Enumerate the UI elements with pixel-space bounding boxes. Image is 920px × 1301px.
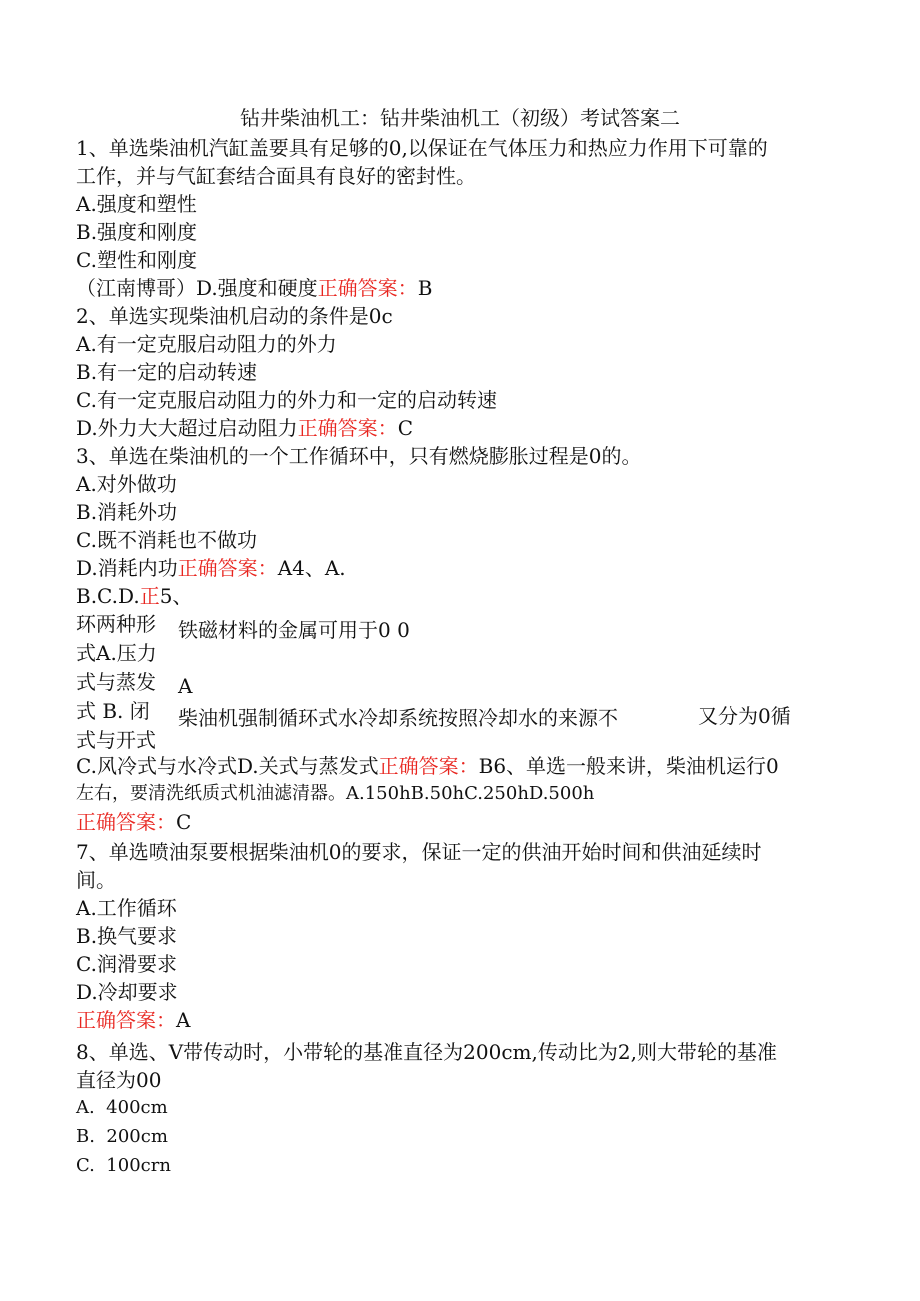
q4-answer-option: A: [178, 674, 193, 698]
q1-answer-label: 正确答案：: [317, 276, 418, 300]
q2-stem: 2、单选实现柴油机启动的条件是0c: [76, 304, 393, 328]
q8-option-c: C. 100crn: [76, 1155, 171, 1176]
q4-stem: 铁磁材料的金属可用于0 0: [178, 618, 410, 642]
q7-answer-label: 正确答案：: [76, 1008, 176, 1032]
q3-option-b: B.消耗外功: [76, 500, 178, 524]
q2-option-a: A.有一定克服启动阻力的外力: [76, 332, 337, 356]
q2-answer: C: [397, 416, 413, 440]
q5-answer-and-q6-stem: B6、单选一般来讲，柴油机运行0: [478, 754, 779, 778]
q7-stem-line2: 间。: [76, 868, 116, 892]
q8-option-a: A. 400cm: [76, 1097, 168, 1118]
q7-answer: A: [176, 1008, 191, 1032]
q3-answer: A4、A.: [277, 556, 346, 580]
q1-option-b: B.强度和刚度: [76, 220, 198, 244]
q7-answer-line: [76, 1006, 190, 1034]
q6-answer-label: 正确答案：: [76, 810, 176, 834]
q7-option-d: D.冷却要求: [76, 980, 178, 1004]
q4-options-bcd: B.C.D.: [76, 584, 140, 608]
q6-answer-line: [76, 808, 191, 836]
q1-stem-line1: 1、单选柴油机汽缸盖要具有足够的0,以保证在气体压力和热应力作用下可靠的: [76, 136, 768, 160]
q6-stem-line2: 左右，要清洗纸质式机油滤清器。A.150hB.50hC.250hD.500h: [76, 783, 595, 804]
q4-answer-fragment: 正: [139, 584, 160, 608]
q3-option-a: A.对外做功: [76, 472, 177, 496]
q7-option-a: A.工作循环: [76, 896, 177, 920]
q3-option-c: C.既不消耗也不做功: [76, 528, 257, 552]
q2-option-d-line: [76, 414, 413, 442]
q2-option-b: B.有一定的启动转速: [76, 360, 258, 384]
q1-answer: B: [417, 276, 433, 300]
q2-answer-label: 正确答案：: [297, 416, 398, 440]
q1-option-c: C.塑性和刚度: [76, 248, 197, 272]
q2-option-d: D.外力大大超过启动阻力: [76, 416, 298, 440]
q7-stem-line1: 7、单选喷油泵要根据柴油机0的要求，保证一定的供油开始时间和供油延续时: [76, 840, 762, 864]
q2-option-c: C.有一定克服启动阻力的外力和一定的启动转速: [76, 388, 497, 412]
q3-answer-label: 正确答案：: [177, 556, 278, 580]
q1-option-d-line: [76, 274, 432, 302]
document-title: 钻井柴油机工：钻井柴油机工（初级）考试答案二: [240, 106, 680, 130]
q3-stem: 3、单选在柴油机的一个工作循环中，只有燃烧膨胀过程是0的。: [76, 444, 642, 468]
q5-last-line: [76, 752, 779, 780]
q3-option-d-line: [76, 554, 346, 582]
q7-option-b: B.换气要求: [76, 924, 178, 948]
q4-q5-lead-line: [76, 582, 192, 610]
q8-option-b: B. 200cm: [76, 1126, 168, 1147]
q5-stem: 柴油机强制循环式水冷却系统按照冷却水的来源不: [178, 706, 618, 730]
q5-number: 5、: [159, 584, 193, 608]
q6-answer: C: [176, 810, 192, 834]
q3-option-d: D.消耗内功: [76, 556, 178, 580]
q8-stem-line2: 直径为00: [76, 1068, 162, 1092]
q5-left-column: 环两种形式A.压力式与蒸发式 B. 闭式与开式: [76, 612, 157, 752]
q7-option-c: C.润滑要求: [76, 952, 177, 976]
q1-option-a: A.强度和塑性: [76, 192, 197, 216]
q5-options-cd: C.风冷式与水冷式D.关式与蒸发式: [76, 754, 379, 778]
q5-stem-right: 又分为0循: [698, 704, 791, 728]
q8-stem-line1: 8、单选、V带传动时，小带轮的基准直径为200cm,传动比为2,则大带轮的基准: [76, 1040, 777, 1064]
q5-answer-label: 正确答案：: [378, 754, 479, 778]
q1-option-d: （江南博哥）D.强度和硬度: [76, 276, 318, 300]
q1-stem-line2: 工作，并与气缸套结合面具有良好的密封性。: [76, 164, 476, 188]
